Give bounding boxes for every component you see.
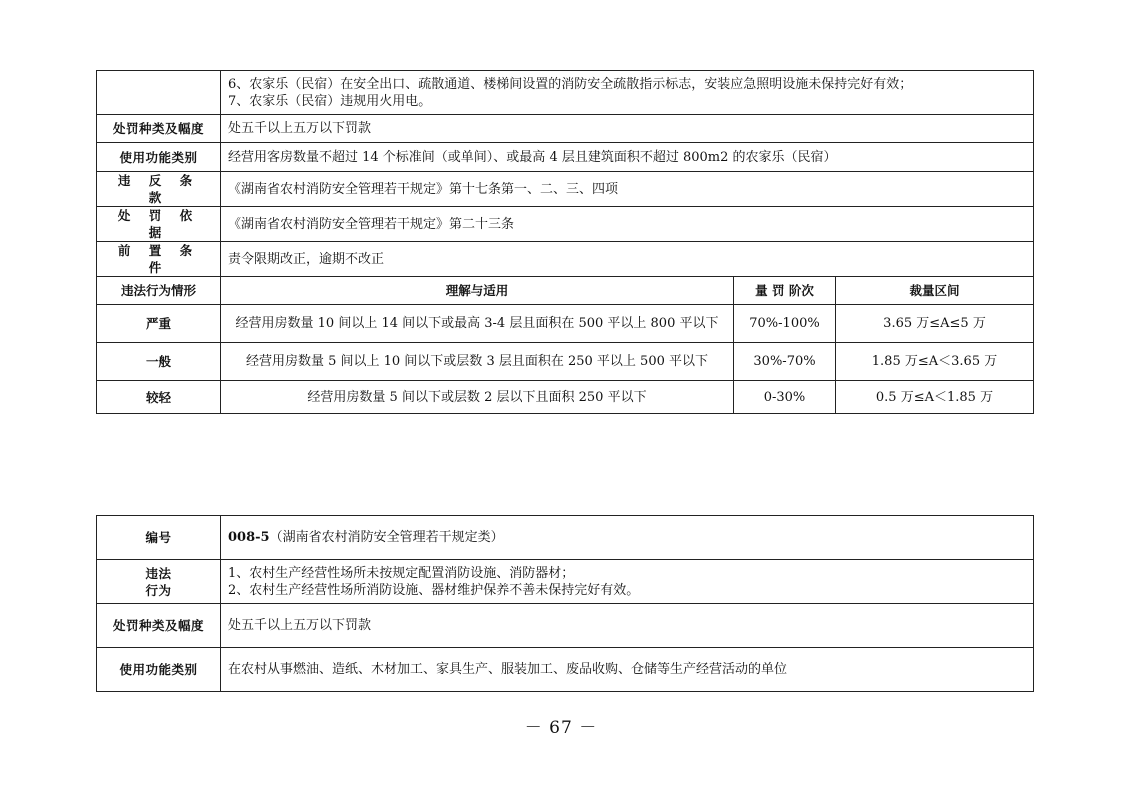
- grade-row-minor: [97, 381, 1034, 414]
- grade-application: 经营用房数量 5 间以下或层数 2 层以下且面积 250 平以下: [221, 381, 734, 414]
- precondition-value: 责令限期改正，逾期不改正: [221, 242, 1034, 277]
- precondition-label: 前 置 条 件: [97, 242, 221, 277]
- situation-header: 违法行为情形: [97, 277, 221, 305]
- penalty-value: 处五千以上五万以下罚款: [221, 604, 1034, 648]
- usage-row: [97, 648, 1034, 692]
- penalty-row: [97, 115, 1034, 143]
- violation-clause-label: 违 反 条 款: [97, 172, 221, 207]
- penalty-table-008-5: [96, 515, 1034, 692]
- grade-level: 0-30%: [734, 381, 836, 414]
- page-number: － 67 －: [524, 718, 598, 738]
- behavior-line: 2、农村生产经营性场所消防设施、器材维护保养不善未保持完好有效。: [228, 582, 640, 598]
- number-value: （湖南省农村消防安全管理若干规定类）: [269, 530, 504, 545]
- behavior-label-line: 行为: [145, 582, 172, 598]
- grade-level: 30%-70%: [734, 343, 836, 381]
- penalty-label: 处罚种类及幅度: [97, 115, 221, 143]
- grade-situation: 较轻: [97, 381, 221, 414]
- range-header: 裁量区间: [836, 277, 1034, 305]
- penalty-basis-value: 《湖南省农村消防安全管理若干规定》第二十三条: [221, 207, 1034, 242]
- grade-header-row: [97, 277, 1034, 305]
- behavior-line: 6、农家乐（民宿）在安全出口、疏散通道、楼梯间设置的消防安全疏散指示标志，安装应急照明设施未保持完好有效；: [228, 76, 913, 92]
- level-header: 量 罚 阶次: [734, 277, 836, 305]
- grade-application: 经营用房数量 5 间以上 10 间以下或层数 3 层且面积在 250 平以上 500 平以下: [221, 343, 734, 381]
- usage-label: 使用功能类别: [97, 143, 221, 172]
- behavior-line: 7、农家乐（民宿）违规用火用电。: [228, 93, 432, 109]
- penalty-basis-row: [97, 207, 1034, 242]
- usage-value: 在农村从事燃油、造纸、木材加工、家具生产、服装加工、废品收购、仓储等生产经营活动的单位: [221, 648, 1034, 692]
- application-header: 理解与适用: [221, 277, 734, 305]
- number-label: 编号: [97, 516, 221, 560]
- grade-situation: 一般: [97, 343, 221, 381]
- penalty-value: 处五千以上五万以下罚款: [221, 115, 1034, 143]
- usage-label: 使用功能类别: [97, 648, 221, 692]
- precondition-row: [97, 242, 1034, 277]
- penalty-table-continued: [96, 70, 1034, 414]
- violation-clause-row: [97, 172, 1034, 207]
- behavior-content: [221, 71, 1034, 115]
- penalty-row: [97, 604, 1034, 648]
- penalty-basis-label: 处 罚 依 据: [97, 207, 221, 242]
- usage-value: 经营用客房数量不超过 14 个标准间（或单间）、或最高 4 层且建筑面积不超过 800m2 的农家乐（民宿）: [221, 143, 1034, 172]
- grade-row-severe: [97, 305, 1034, 343]
- grade-row-general: [97, 343, 1034, 381]
- grade-range: 1.85 万≤A＜3.65 万: [836, 343, 1034, 381]
- behavior-content: [221, 560, 1034, 604]
- behavior-line: 1、农村生产经营性场所未按规定配置消防设施、消防器材；: [228, 565, 575, 581]
- grade-level: 70%-100%: [734, 305, 836, 343]
- grade-range: 3.65 万≤A≤5 万: [836, 305, 1034, 343]
- behavior-row: [97, 560, 1034, 604]
- number-code: 008-5: [228, 530, 270, 545]
- grade-range: 0.5 万≤A＜1.85 万: [836, 381, 1034, 414]
- grade-situation: 严重: [97, 305, 221, 343]
- behavior-label: [97, 560, 221, 604]
- violation-clause-value: 《湖南省农村消防安全管理若干规定》第十七条第一、二、三、四项: [221, 172, 1034, 207]
- behavior-row: [97, 71, 1034, 115]
- penalty-label: 处罚种类及幅度: [97, 604, 221, 648]
- behavior-label-line: 违法: [145, 565, 172, 581]
- behavior-label-cell: [97, 71, 221, 115]
- number-row: [97, 516, 1034, 560]
- number-value-cell: [221, 516, 1034, 560]
- grade-application: 经营用房数量 10 间以上 14 间以下或最高 3-4 层且面积在 500 平以上 800 平以下: [221, 305, 734, 343]
- usage-row: [97, 143, 1034, 172]
